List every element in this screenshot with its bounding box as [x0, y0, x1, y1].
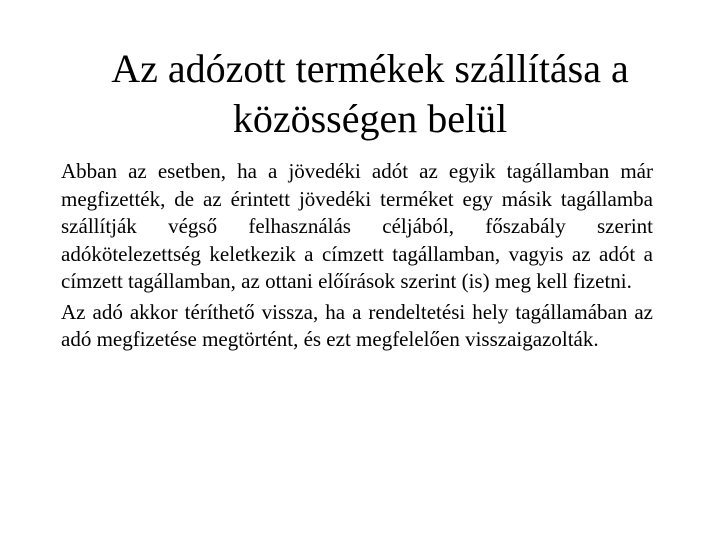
- slide-title: Az adózott termékek szállítása a közösségen belül: [111, 46, 629, 141]
- body-paragraph: Az adó akkor téríthető vissza, ha a rendeltetési hely tagállamában az adó megfizetése megtörtént, és ezt megfelelően visszaigazolták.: [61, 299, 653, 351]
- body-paragraph: Abban az esetben, ha a jövedéki adót az egyik tagállamban már megfizették, de az érintett jövedéki terméket egy másik tagállamba szállítják végső felhasználás céljából, főszabály szerint adókötelezettség keletkezik a címzett tagállamban, vagyis az adót a címzett tagállamban, az ottani előírások szerint (is) meg kell fizetni.: [61, 159, 653, 293]
- slide-body: [61, 158, 653, 354]
